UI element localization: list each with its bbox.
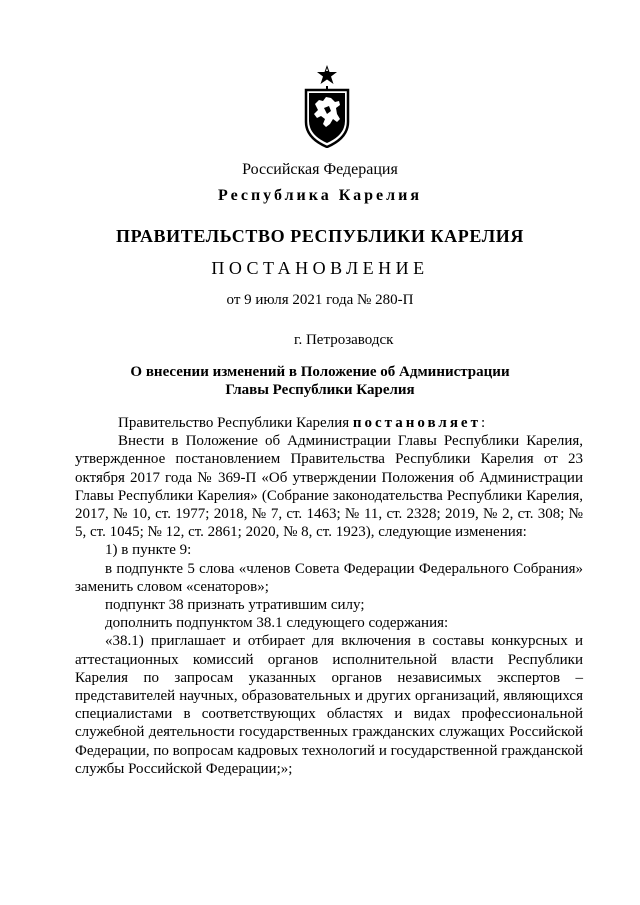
title-line-1: О внесении изменений в Положение об Администрации (130, 364, 510, 380)
paragraph-3: в подпункте 5 слова «членов Совета Федерации Федерального Собрания» заменить словом «сенаторов»; (75, 560, 583, 595)
title-line-2: Главы Республики Карелия (225, 382, 415, 398)
document-body (75, 414, 583, 778)
document-type: ПОСТАНОВЛЕНИЕ (211, 258, 429, 278)
paragraph-4: подпункт 38 признать утратившим силу; (105, 597, 365, 614)
paragraph-2: 1) в пункте 9: (105, 542, 192, 559)
intro-suffix: : (480, 415, 486, 431)
document-title (0, 363, 640, 399)
coat-of-arms-icon (302, 64, 352, 148)
paragraph-1: Внести в Положение об Администрации Главы Республики Карелия, утвержденное постановлением Правительства Республики Карелия от 23 октября 2017 года № 369-П «Об утверждении Положения об Администрации Главы Республики Карелия» (Собрание законодательства Республики Карелия, 2017, № 10, ст. 1977; 2018, № 7, ст. 1463; № 11, ст. 2328; 2019, № 2, ст. 308; № 5, ст. 1045; № 12, ст. 2861; 2020, № 8, ст. 1923), следующие изменения: (75, 433, 583, 541)
government-name: ПРАВИТЕЛЬСТВО РЕСПУБЛИКИ КАРЕЛИЯ (116, 226, 524, 246)
city: г. Петрозаводск (294, 332, 394, 348)
intro-paragraph (75, 414, 583, 432)
intro-emphasis: постановляет (352, 415, 481, 431)
republic-name: Республика Карелия (218, 187, 422, 204)
intro-prefix: Правительство Республики Карелия (118, 415, 353, 431)
paragraph-6: «38.1) приглашает и отбирает для включения в составы конкурсных и аттестационных комиссий органов исполнительной власти Республики Карелия по запросам указанных органов независимых экспертов – представителей научных, образовательных и других организаций, являющихся специалистами в соответствующих областях и видах профессиональной служебной деятельности государственных гражданских служащих Российской Федерации, по вопросам кадровых технологий и государственной гражданской службы Российской Федерации;»; (75, 633, 583, 777)
date-and-number: от 9 июля 2021 года № 280-П (226, 292, 414, 308)
paragraph-5: дополнить подпунктом 38.1 следующего содержания: (105, 615, 449, 632)
federation-name: Российская Федерация (242, 161, 398, 178)
